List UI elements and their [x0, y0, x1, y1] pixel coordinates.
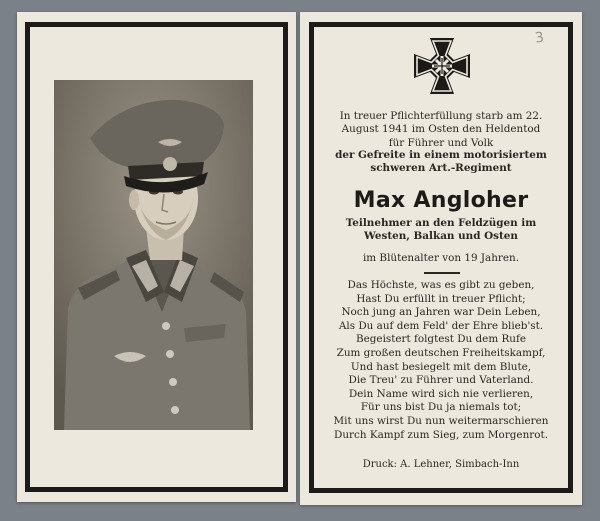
intro-text	[320, 110, 562, 150]
pencil-mark: 3	[534, 29, 546, 47]
iron-cross-icon	[414, 38, 470, 94]
text-line: In treuer Pflichterfüllung starb am 22.	[339, 110, 543, 122]
text-line: schweren Art.-Regiment	[370, 162, 512, 175]
poem-line: Dein Name wird sich nie verlieren,	[348, 387, 534, 400]
poem-line: Für uns bist Du ja niemals tot;	[360, 401, 522, 414]
divider	[424, 272, 460, 274]
campaigns-text	[320, 217, 562, 244]
poem-line: Durch Kampf zum Sieg, zum Morgenrot.	[334, 428, 548, 441]
right-panel	[300, 12, 582, 505]
text-line: für Führer und Volk	[388, 136, 494, 149]
rank-unit-text	[320, 149, 562, 176]
poem-line: Zum großen deutschen Freiheitskampf,	[336, 346, 546, 359]
text-line: Westen, Balkan und Osten	[364, 230, 518, 243]
poem-line: Das Höchste, was es gibt zu geben,	[347, 279, 535, 291]
text-line: August 1941 im Osten den Heldentod	[341, 123, 541, 136]
age-text: im Blütenalter von 19 Jahren.	[362, 252, 520, 264]
poem-line: Hast Du erfüllt in treuer Pflicht;	[356, 292, 526, 305]
text-line: Teilnehmer an den Feldzügen im	[345, 217, 537, 229]
memorial-poem	[320, 279, 562, 442]
poem-line: Noch jung an Jahren war Dein Leben,	[341, 306, 541, 319]
printer-credit: Druck: A. Lehner, Simbach-Inn	[362, 459, 520, 470]
poem-line: Begeistert folgtest Du dem Rufe	[355, 333, 526, 346]
deceased-name: Max Angloher	[353, 188, 529, 213]
poem-line: Als Du auf dem Feld' der Ehre blieb'st.	[338, 319, 544, 332]
poem-line: Mit uns wirst Du nun weitermarschieren	[333, 414, 549, 427]
text-line: der Gefreite in einem motorisiertem	[335, 149, 547, 161]
poem-line: Die Treu' zu Führer und Vaterland.	[348, 374, 534, 387]
left-panel	[17, 12, 296, 502]
soldier-portrait-icon	[54, 80, 253, 430]
poem-line: Und hast besiegelt mit dem Blute,	[350, 360, 532, 373]
